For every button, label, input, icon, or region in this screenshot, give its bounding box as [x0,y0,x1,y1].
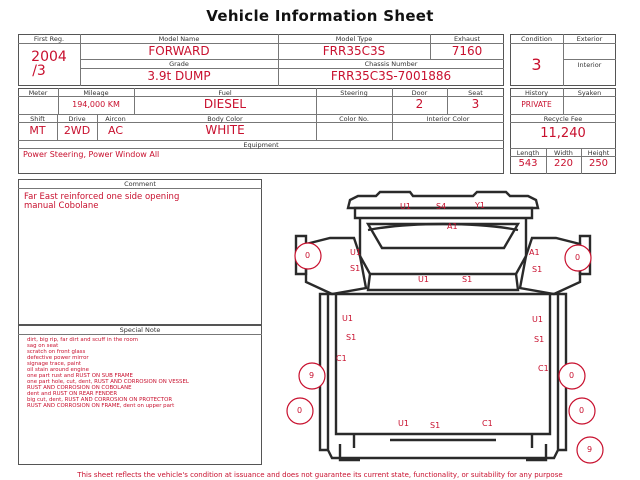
seat-label: Seat [468,89,483,97]
shift-value: MT [29,124,46,137]
special-note-line: sag on seat [27,343,59,349]
height-value: 250 [588,158,609,169]
first-reg-month: /3 [32,63,46,79]
special-note-line: defective power mirror [27,355,89,361]
chassis-number-value: FRR35C3S-7001886 [330,69,452,83]
damage-mark: A1 [447,222,458,231]
comment-line-2: manual Cobolane [24,201,99,211]
interior-label: Interior [577,61,602,69]
damage-mark: U1 [400,202,411,211]
width-label: Width [554,149,573,157]
damage-mark: S1 [430,421,441,430]
chassis-number-label: Chassis Number [364,60,418,68]
special-note-line: scratch on front glass [27,349,86,355]
shift-label: Shift [30,115,45,123]
length-label: Length [516,149,540,157]
mileage-label: Mileage [83,89,109,97]
wheel-mark: 9 [309,371,315,380]
damage-mark: S1 [346,333,357,342]
damage-mark: S1 [534,335,545,344]
model-name-value: FORWARD [148,44,210,58]
comment-line-1: Far East reinforced one side opening [24,192,180,202]
special-note-line: dirt, big rip, far dirt and scuff in the room [27,337,138,343]
recycle-fee-value: 11,240 [540,126,586,141]
condition-value: 3 [531,55,542,74]
special-note-line: dent and RUST ON REAR FENDER [27,391,118,397]
damage-mark: S4 [436,202,447,211]
exhaust-value: 7160 [451,44,483,58]
history-label: History [524,89,549,97]
recycle-fee-label: Recycle Fee [543,115,583,123]
comment-label: Comment [124,180,156,188]
damage-mark: A1 [529,248,540,257]
damage-mark: S1 [462,275,473,284]
wheel-mark: 0 [575,253,581,262]
special-note-line: oil stain around engine [27,367,89,373]
width-value: 220 [553,158,574,169]
special-note-line: RUST AND CORROSION ON FRAME, dent on upper part [27,403,175,409]
steering-label: Steering [340,89,368,97]
spare-mark: 9 [587,445,593,454]
seat-value: 3 [471,97,480,111]
first-reg-year: 2004 [31,49,67,65]
body-color-label: Body Color [207,115,243,123]
damage-mark: S1 [532,265,543,274]
wheel-mark: 0 [579,406,585,415]
page-title: Vehicle Information Sheet [206,7,434,25]
model-type-label: Model Type [335,35,373,43]
damage-mark: U1 [398,419,409,428]
syaken-label: Syaken [577,89,602,97]
exhaust-label: Exhaust [453,35,481,43]
damage-mark: C1 [538,364,549,373]
wheel-mark: 0 [297,406,303,415]
special-note-line: signage trace, paint [27,361,81,367]
damage-mark: U1 [350,248,361,257]
mileage-value: 194,000 KM [72,100,120,109]
model-name-label: Model Name [158,35,200,43]
meter-label: Meter [28,89,48,97]
model-type-value: FRR35C3S [322,44,386,58]
aircon-label: Aircon [105,115,126,123]
interior-color-label: Interior Color [426,115,470,123]
aircon-value: AC [107,124,123,137]
wheel-mark: 0 [569,371,575,380]
history-value: PRIVATE [521,100,552,109]
damage-mark: Y1 [475,201,485,210]
grade-value: 3.9t DUMP [147,69,211,83]
drive-value: 2WD [63,124,91,137]
disclaimer-footer: This sheet reflects the vehicle's condition at issuance and does not guarantee its current state, functionality, or suitability for any purpose [77,471,563,479]
special-note-line: big cut, dent, RUST AND CORROSION ON PROTECTOR [27,397,173,403]
equipment-value: Power Steering, Power Window All [23,150,160,159]
damage-mark: U1 [342,314,353,323]
length-value: 543 [518,158,538,169]
special-note-line: RUST AND CORROSION ON COBOLANE [27,385,132,391]
body-color-value: WHITE [205,123,245,137]
damage-mark: U1 [418,275,429,284]
equipment-label: Equipment [243,141,279,149]
special-note-line: one part hole, cut, dent, RUST AND CORROSION ON VESSEL [27,379,189,385]
color-no-label: Color No. [339,115,369,123]
special-note-line: one part rust and RUST ON SUB FRAME [27,373,133,379]
special-note-label: Special Note [119,326,161,334]
first-reg-label: First Reg. [33,35,65,43]
damage-mark: S1 [350,264,361,273]
damage-mark: U1 [532,315,543,324]
wheel-mark: 0 [305,251,311,260]
grade-label: Grade [169,60,189,68]
fuel-label: Fuel [218,89,232,97]
drive-label: Drive [68,115,86,123]
door-label: Door [411,89,428,97]
exterior-label: Exterior [576,35,603,43]
height-label: Height [587,149,610,157]
vehicle-diagram [270,178,620,470]
door-value: 2 [415,97,424,111]
condition-label: Condition [520,35,553,43]
damage-mark: C1 [336,354,347,363]
damage-mark: C1 [482,419,493,428]
fuel-value: DIESEL [203,97,247,111]
